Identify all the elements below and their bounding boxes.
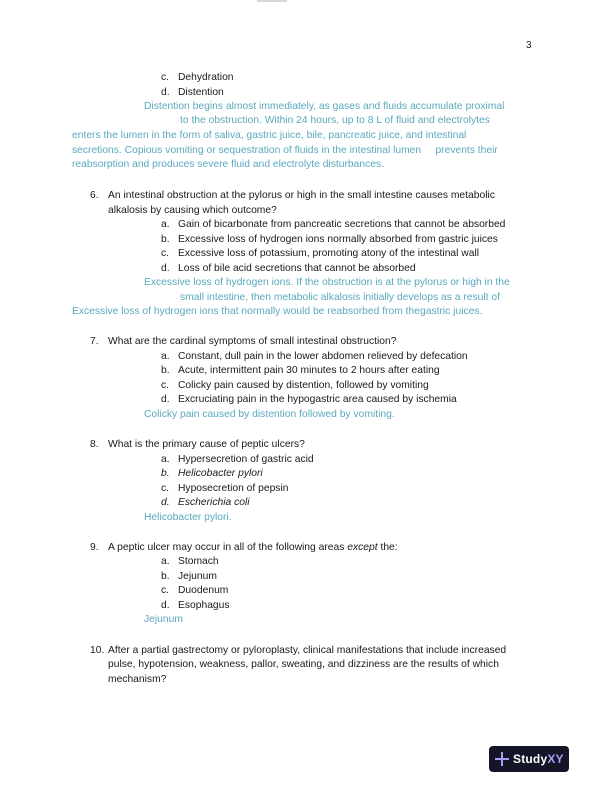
answer: Colicky pain caused by distention followed by vomiting. [144,409,395,420]
plus-icon [495,752,509,766]
question-text: 6. An intestinal obstruction at the pylorus or high in the small intestine causes metabolic [90,190,495,201]
option-c: c. Duodenum [161,585,229,596]
badge-label: StudyXY [513,751,564,766]
option-b: b. Helicobacter pylori [161,468,263,479]
option-d: d. Distention [161,87,224,98]
option-c: c. Dehydration [161,72,234,83]
option-b: b. Acute, intermittent pain 30 minutes to 2 hours after eating [161,365,440,376]
answer-line: reabsorption and produces severe fluid and electrolyte disturbances. [72,159,384,170]
question-text-cont: pulse, hypotension, weakness, pallor, sweating, and dizziness are the results of which [108,659,499,670]
answer: Jejunum [144,614,183,625]
answer-line: Excessive loss of hydrogen ions that normally would be reabsorbed from thegastric juices. [72,306,483,317]
answer-line: enters the lumen in the form of saliva, gastric juice, bile, pancreatic juice, and intestinal [72,130,467,141]
answer: Helicobacter pylori. [144,512,232,523]
question-text: 8. What is the primary cause of peptic ulcers? [90,439,305,450]
option-d: d. Esophagus [161,600,230,611]
page-number: 3 [526,40,532,51]
answer-line: Distention begins almost immediately, as gases and fluids accumulate proximal [144,101,505,112]
option-d: d. Escherichia coli [161,497,250,508]
option-d: d. Loss of bile acid secretions that cannot be absorbed [161,263,416,274]
option-c: c. Hyposecretion of pepsin [161,483,289,494]
option-b: b. Jejunum [161,571,217,582]
question-text: 7. What are the cardinal symptoms of small intestinal obstruction? [90,336,397,347]
option-c: c. Excessive loss of potassium, promoting atony of the intestinal wall [161,248,480,259]
answer-line: to the obstruction. Within 24 hours, up to 8 L of fluid and electrolytes [180,115,490,126]
answer-line: Excessive loss of hydrogen ions. If the obstruction is at the pylorus or high in the [144,277,510,288]
option-a: a. Stomach [161,556,219,567]
answer-line: secretions. Copious vomiting or sequestration of fluids in the intestinal lumen prevents their [72,145,498,156]
answer-line: small intestine, then metabolic alkalosis initially develops as a result of [180,292,500,303]
option-a: a. Hypersecretion of gastric acid [161,454,314,465]
question-text-cont: mechanism? [108,674,167,685]
option-a: a. Gain of bicarbonate from pancreatic secretions that cannot be absorbed [161,219,506,230]
header-decoration [257,0,287,2]
question-text-cont: alkalosis by causing which outcome? [108,205,277,216]
option-b: b. Excessive loss of hydrogen ions normally absorbed from gastric juices [161,234,498,245]
option-d: d. Excruciating pain in the hypogastric area caused by ischemia [161,394,457,405]
option-c: c. Colicky pain caused by distention, followed by vomiting [161,380,429,391]
question-text: 9. A peptic ulcer may occur in all of the following areas except the: [90,542,398,553]
studyxy-badge[interactable] [489,746,569,772]
option-a: a. Constant, dull pain in the lower abdomen relieved by defecation [161,351,468,362]
question-text: 10. After a partial gastrectomy or pyloroplasty, clinical manifestations that include increased [90,645,507,656]
